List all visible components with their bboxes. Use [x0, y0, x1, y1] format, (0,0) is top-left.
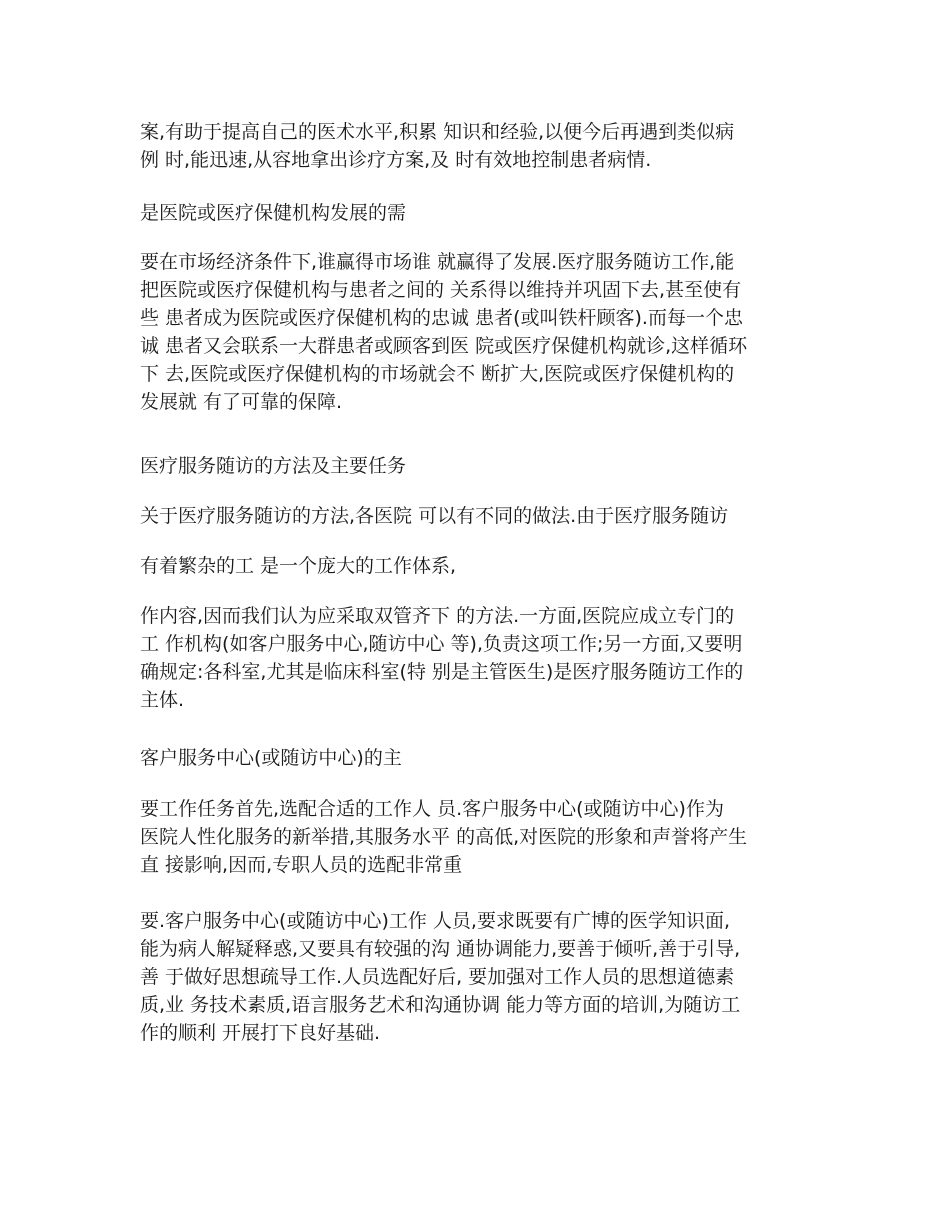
text-line: 作内容,因而我们认为应采取双管齐下 的方法.一方面,医院应成立专门的 [140, 605, 735, 627]
text-line: 发展就 有了可靠的保障. [140, 391, 343, 413]
text-line: 确规定:各科室,尤其是临床科室(特 别是主管医生)是医疗服务随访工作的 [140, 661, 744, 683]
text-line: 把医院或医疗保健机构与患者之间的 关系得以维持并巩固下去,甚至使有 [140, 279, 742, 301]
text-line: 主体. [140, 689, 185, 711]
text-line: 诚 患者又会联系一大群患者或顾客到医 院或医疗保健机构就诊,这样循环 [140, 335, 748, 357]
paragraph-9 [140, 795, 820, 879]
text-line: 有着繁杂的工 是一个庞大的工作体系, [140, 555, 457, 577]
text-line: 医疗服务随访的方法及主要任务 [140, 455, 407, 477]
text-line: 是医院或医疗保健机构发展的需 [140, 202, 407, 224]
paragraph-1 [140, 118, 820, 174]
paragraph-7 [140, 602, 820, 714]
paragraph-4 [140, 452, 820, 480]
text-line: 关于医疗服务随访的方法,各医院 可以有不同的做法.由于医疗服务随访 [140, 505, 729, 527]
text-line: 要.客户服务中心(或随访中心)工作 人员,要求既要有广博的医学知识面, [140, 910, 730, 932]
text-line: 质,业 务技术素质,语言服务艺术和沟通协调 能力等方面的培训,为随访工 [140, 994, 741, 1016]
paragraph-8 [140, 744, 820, 772]
text-line: 些 患者成为医院或医疗保健机构的忠诚 患者(或叫铁杆顾客).而每一个忠 [140, 307, 743, 329]
text-line: 要在市场经济条件下,谁赢得市场谁 就赢得了发展.医疗服务随访工作,能 [140, 251, 735, 273]
paragraph-5 [140, 502, 820, 530]
paragraph-10 [140, 907, 820, 1047]
text-line: 作的顺利 开展打下良好基础. [140, 1022, 381, 1044]
text-line: 医院人性化服务的新举措,其服务水平 的高低,对医院的形象和声誉将产生 [140, 826, 748, 848]
text-line: 要工作任务首先,选配合适的工作人 员.客户服务中心(或随访中心)作为 [140, 798, 724, 820]
text-line: 例 时,能迅速,从容地拿出诊疗方案,及 时有效地控制患者病情. [140, 149, 652, 171]
text-line: 下 去,医院或医疗保健机构的市场就会不 断扩大,医院或医疗保健机构的 [140, 363, 735, 385]
text-line: 案,有助于提高自己的医术水平,积累 知识和经验,以便今后再遇到类似病 [140, 121, 735, 143]
text-line: 客户服务中心(或随访中心)的主 [140, 747, 402, 769]
paragraph-2 [140, 199, 820, 227]
text-line: 善 于做好思想疏导工作.人员选配好后, 要加强对工作人员的思想道德素 [140, 966, 735, 988]
text-line: 能为病人解疑释惑,又要具有较强的沟 通协调能力,要善于倾听,善于引导, [140, 938, 741, 960]
text-line: 直 接影响,因而,专职人员的选配非常重 [140, 854, 463, 876]
text-line: 工 作机构(如客户服务中心,随访中心 等),负责这项工作;另一方面,又要明 [140, 633, 743, 655]
paragraph-6 [140, 552, 820, 580]
paragraph-3 [140, 248, 820, 416]
